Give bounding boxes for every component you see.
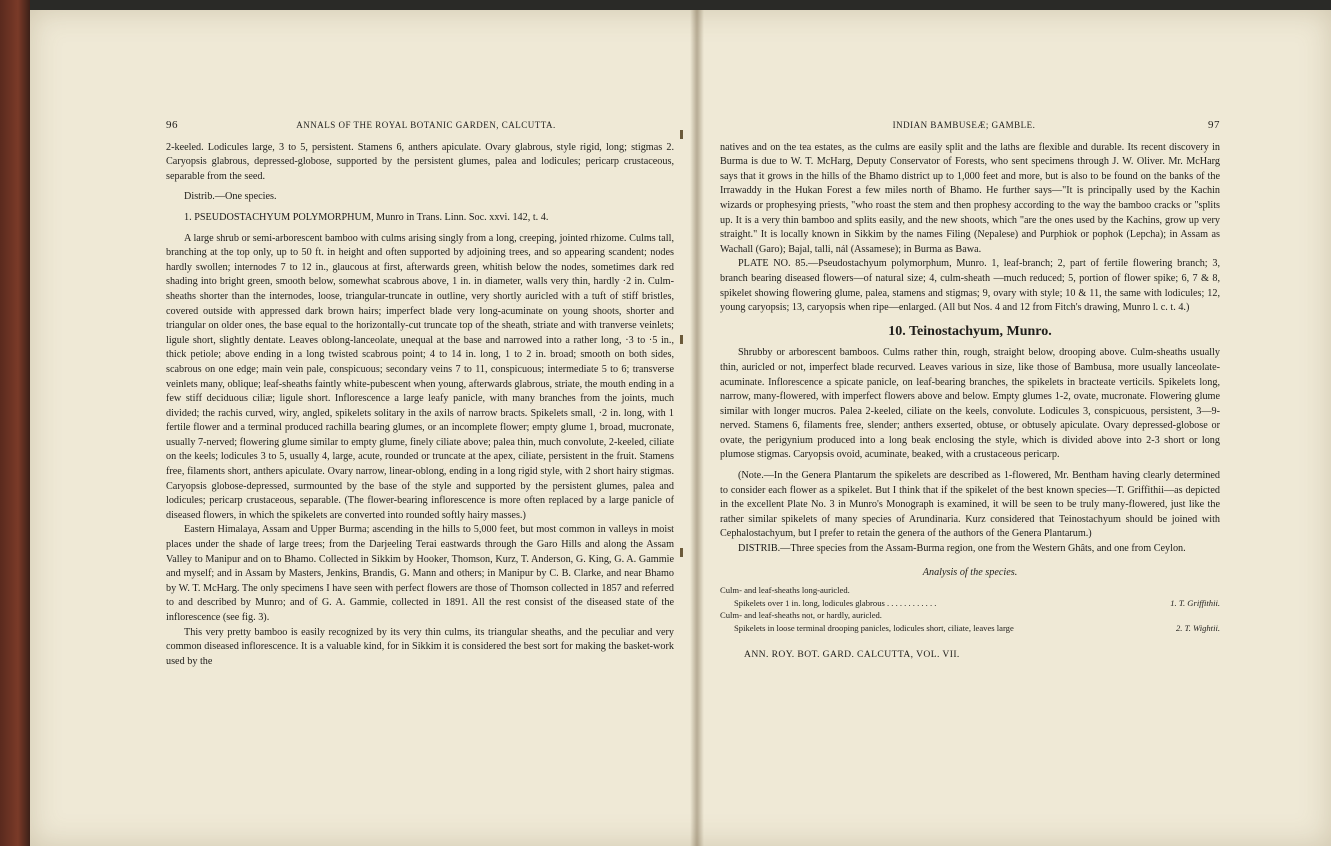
note-paragraph: (Note.—In the Genera Plantarum the spikelets are described as 1-flowered, Mr. Bentham having clearly determined to consider each flower as a spikelet. But I think that if the spikelet of the best known species—T. Griffithii—as depicted in the excellent Plate No. 3 in Munro's Monograph is examined, it will be seen to be truly many-flowered, just like the rather similar spikelets of many species of Arundinaria. Kurz considered that Teinostachyum should be joined with Cephalostachyum, but I prefer to retain the genera of the authors of the Genera Plantarum.) [720, 470, 1220, 540]
paragraph: This very pretty bamboo is easily recognized by its very thin culms, its triangular sheaths, and the peculiar and very common diseased inflorescence. It is a valuable kind, for in Sikkim it is considered the best sort for making the basket-work used by the [166, 626, 674, 667]
key-entry: Spikelets over 1 in. long, lodicules glabrous . . . . . . . . . . . . 1. T. Griffithii. [734, 597, 1220, 608]
species-key [720, 584, 1220, 634]
plate-caption: PLATE NO. 85.—Pseudostachyum polymorphum, Munro. 1, leaf-branch; 2, part of fertile flowering branch; 3, branch bearing diseased flowers—of natural size; 4, culm-sheath —much reduced; 5, portion of flower spike; 6, 7 & 8, spikelet showing flowering glume, palea, stamens and stigmas; 9, ovary with style; 10 & 11, the same with lodicules; 12, young caryopsis; 13, caryopsis when ripe—enlarged. (All but Nos. 4 and 12 from Fitch's drawing, Munro l. c. t. 4.) [720, 258, 1220, 314]
book-gutter [690, 10, 704, 846]
paragraph: natives and on the tea estates, as the culms are easily split and the laths are flexible and durable. Its recent discovery in Burma is due to W. T. McHarg, Deputy Conservator of Forests, who sent specimens through J. W. Oliver. Mr. McHarg says that it grows in the hills of the Bhamo district up to 1,000 feet and more, but is also to be found on the banks of the Irrawaddy in the Hukan Forest a few miles north of Bhamo. He further says—"It is principally used by the Kachin wizards or prophesying priests, "who roast the stem and then prophesy according to the way the bamboo cracks or "splits up. It is a very thin bamboo and splits easily, and the new shoots, which "are the ones used by the Kachins, grow up very straight." It is locally known in Sikkim by the names Filing (Nepalese) and Purphiok or pophok (Lepcha); in Assam as Wachall (Garo); Bajal, talli, nál (Assamese); in Burma as Bawa. [720, 141, 1220, 255]
species-heading: 1. PSEUDOSTACHYUM POLYMORPHUM, Munro in Trans. Linn. Soc. xxvi. 142, t. 4. [184, 211, 549, 223]
genus-heading: 10. Teinostachyum, Munro. [888, 323, 1052, 339]
left-page-number: 96 [166, 119, 178, 131]
left-page [166, 118, 674, 669]
right-page-number: 97 [1207, 119, 1220, 131]
paragraph: 2-keeled. Lodicules large, 3 to 5, persistent. Stamens 6, anthers apiculate. Ovary glabrous, style rigid, long; stigmas 2. Caryopsis glabrous, depressed-globose, supported by the persistent glumes, palea and lodicules; pericarp crustaceous, separable from the seed. [166, 141, 674, 182]
paragraph: Distrib.—One species. [184, 191, 277, 203]
right-page [720, 118, 1220, 663]
analysis-title: Analysis of the species. [922, 566, 1018, 578]
key-lead: Culm- and leaf-sheaths not, or hardly, auricled. [720, 610, 882, 621]
right-running-head [720, 118, 1220, 133]
paragraph: Eastern Himalaya, Assam and Upper Burma; ascending in the hills to 5,000 feet, but most common in valleys in moist places under the shade of large trees; from the Darjeeling Terai eastwards through the Garo Hills and along the Assam Valley to Manipur and on to Bhamo. Collected in Sikkim by Hooker, Thomson, Kurz, T. Anderson, G. King, G. A. Gammie and myself; and in Assam by Masters, Jenkins, Brandis, G. Mann and others; in Manipur by C. B. Clarke, and near Bhamo by W. T. McHarg. The only specimens I have seen with perfect flowers are those of Thomson collected in 1857 and referred to and described by Munro; and of G. A. Gammie, collected in 1891. All the rest consist of the diseased state of the inflorescence (see fig. 3). [166, 524, 674, 623]
key-entry: Spikelets in loose terminal drooping panicles, lodicules short, ciliate, leaves large 2. T. Wightii. [734, 622, 1220, 633]
page-marker [680, 548, 683, 557]
right-head-title: INDIAN BAMBUSEÆ; GAMBLE. [892, 120, 1036, 130]
left-head-title: ANNALS OF THE ROYAL BOTANIC GARDEN, CALCUTTA. [296, 120, 556, 130]
paragraph: Shrubby or arborescent bamboos. Culms rather thin, rough, straight below, drooping above. Culm-sheaths usually thin, auricled or not, imperfect blade recurved. Leaves various in size, like those of Bambusa, more usually lanceolate-acuminate. Inflorescence a spicate panicle, on leaf-bearing branches, the spikelets in bracteate verticils. Spikelets long, narrow, many-flowered, with imperfect flowers above and below. Empty glumes 1-2, ovate, mucronate. Flowering glume similar with longer mucros. Palea 2-keeled, ciliate on the keels, convolute. Lodicules 3, conspicuous, persistent, 3—9-nerved. Stamens 6, filaments free, slender; anthers exserted, obtuse, or obtusely apiculate. Ovary depressed-globose or ovate, the perigynium produced into a long beak enclosing the style, which is divided above into 2-3 short or long plumose stigmas. Caryopsis ovoid, acuminate, beaked, with a crustaceous pericarp. [720, 347, 1220, 461]
left-running-head [166, 118, 674, 133]
paragraph: A large shrub or semi-arborescent bamboo with culms arising singly from a long, creeping, jointed rhizome. Culms tall, branching at the top only, up to 50 ft. in height and often supported by adjoining trees, and so appearing scandent; nodes hardly swollen; internodes 7 to 12 in., glaucous at first, afterwards green, whitish below the nodes, sometimes dark red shading into bright green, smooth below, somewhat scabrous above, 1 in. in diameter, walls very thin, hardly ·2 in. Culm-sheaths shorter than the internodes, loose, triangular-truncate in outline, very shortly auricled with a tuft of stiff bristles, covered outside with appressed dark brown hairs; imperfect blade very long-acuminate on young shoots, shorter and triangular on older ones, the base equal to the horizontally-cut truncate top of the sheath, striate and with tranverse veinlets; ligule short, slightly dentate. Leaves oblong-lanceolate, unequal at the base and narrowed into a rather long, ·3 to ·5 in., thick petiole; above ending in a long twisted scabrous point; 4 to 14 in. long, 1 to 2 in. broad; smooth on both sides, scabrous on one edge; main vein pale, conspicuous; secondary veins 7 to 11, conspicuous; intermediate 5 to 6; transverse veinlets many, oblique; leaf-sheaths faintly white-pubescent when young, afterwards glabrous, striate, the mouth ending in a few stiff deciduous ciliæ; ligule short. Inflorescence a large leafy panicle, with many branches from the joints, much divided; the rachis curved, wiry, angled, spikelets solitary in the axils of narrow bracts. Spikelets small, ·2 in. long, with 1 fertile flower and a terminal produced rachilla bearing glumes, or an incomplete flower; empty glume 1, broad, mucronate, usually 7-nerved; flowering glume similar to empty glume, finely ciliate above; palea thin, much convolute, 2-keeled, ciliate on the keels; lodicules 3 to 5, usually 4, large, acute, rounded or truncate at the apex, ciliate, persistent in the fruit. Stamens free, filaments short, anthers apiculate. Ovary narrow, linear-oblong, ending in a long rigid style, with 2 short hairy stigmas. Caryopsis globose-depressed, surmounted by the base of the style and supported by the persistent glumes, palea and lodicules; pericarp crustaceous, separable. (The flower-bearing inflorescence is more often replaced by a large panicle of diseased flowers, in which the spikelets are converted into rounded softly hairy masses.) [166, 232, 674, 521]
plate-footer: ANN. ROY. BOT. GARD. CALCUTTA, VOL. VII. [744, 649, 960, 661]
book-cover-edge [0, 0, 30, 846]
page-marker [680, 130, 683, 139]
key-lead: Culm- and leaf-sheaths long-auricled. [720, 585, 850, 596]
page-marker [680, 335, 683, 344]
distribution-paragraph: DISTRIB.—Three species from the Assam-Burma region, one from the Western Ghâts, and one from Ceylon. [738, 543, 1186, 555]
